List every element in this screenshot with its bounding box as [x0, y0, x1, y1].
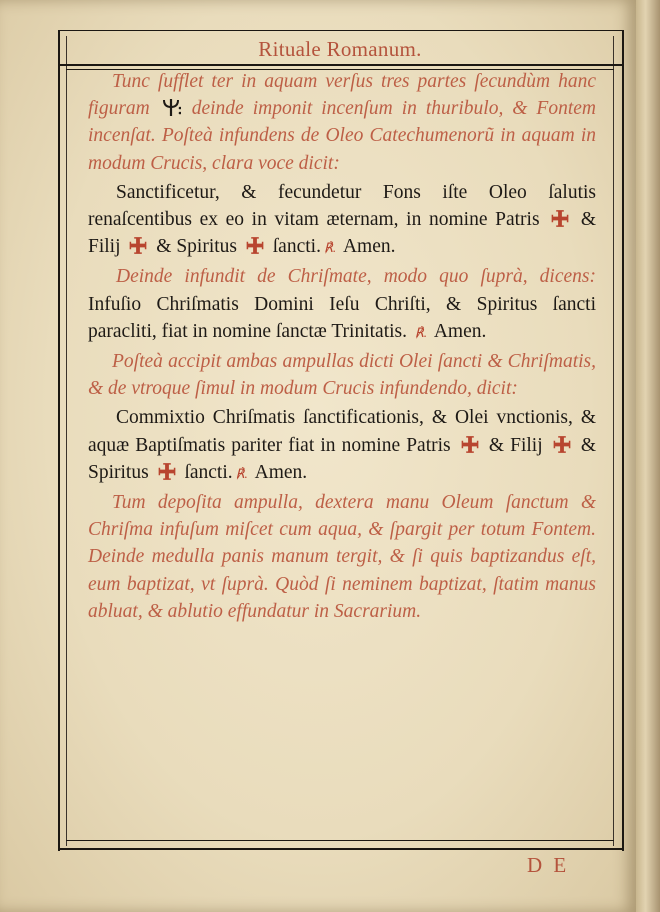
blessing-3-filij: & Filij	[488, 434, 543, 456]
blessing-3-spiritus: & Spiritus	[88, 434, 597, 483]
blessing-paragraph-2	[88, 263, 596, 346]
blessing-2-text: Infuſio Chriſmatis Domini Ieſu Chriſti, & Spiritus ſancti paracliti, fiat in nomine ſanctæ Trinitatis.	[88, 293, 596, 342]
rubric-paragraph-1	[88, 68, 596, 177]
blessing-1-text: Sanctificetur, & fecundetur Fons iſte Oleo ſalutis renaſcentibus ex eo in vitam æternam, in nomine Patris	[88, 181, 596, 231]
blessing-1-spiritus: & Spiritus	[156, 236, 238, 258]
footer-rule	[58, 848, 624, 850]
blessing-1-sancti: ſancti.	[272, 236, 321, 258]
response-mark: ℟.	[235, 465, 248, 481]
cross-potent-icon	[460, 435, 480, 454]
cross-potent-icon	[550, 209, 570, 228]
blessing-1-amen: Amen.	[342, 236, 396, 258]
response-mark: ℟.	[414, 324, 428, 340]
running-head: Rituale Romanum.	[258, 37, 422, 61]
cross-potent-icon	[245, 236, 265, 255]
blessing-3-text: Commixtio Chriſmatis ſanctificationis, & Olei vnctionis, & aquæ Baptiſmatis pariter fiat in nomine Patris	[88, 407, 596, 456]
blessing-paragraph-1	[88, 179, 596, 262]
header-rule	[58, 64, 624, 66]
blessing-paragraph-3	[88, 404, 596, 487]
trident-figure-icon	[161, 97, 181, 117]
cross-potent-icon	[128, 236, 148, 255]
rubric-2-text: Deinde infundit de Chriſmate, modo quo ſuprà, dicens:	[116, 266, 596, 288]
page-text	[88, 68, 596, 625]
blessing-1-filij: & Filij	[88, 209, 596, 258]
page-edge-gutter	[636, 0, 660, 912]
blessing-3-amen: Amen.	[254, 461, 308, 483]
rubric-paragraph-4: Tum depoſita ampulla, dextera manu Oleum ſanctum & Chriſma infuſum miſcet cum aqua, & ſpargit per totum Fontem. Deinde medulla panis manum tergit, & ſi quis baptizandus eſt, eum baptizat, vt ſuprà. Quòd ſi neminem baptizat, ſtatim manus abluat, & ablutio effundatur in Sacrarium.	[88, 492, 596, 622]
blessing-2-amen: Amen.	[433, 320, 487, 342]
blessing-3-sancti: ſancti.	[184, 461, 233, 483]
cross-potent-icon	[552, 435, 572, 454]
cross-potent-icon	[157, 462, 177, 481]
catchword: D E	[527, 853, 570, 877]
footer-rule-inner	[66, 840, 614, 841]
response-mark: ℟.	[323, 240, 337, 256]
rubric-paragraph-3: Poſteà accipit ambas ampullas dicti Olei ſancti & Chriſmatis, & de vtroque ſimul in modum Crucis infundendo, dicit:	[88, 351, 596, 400]
rubric-1-text-b: deinde imponit incenſum in thuribulo, & Fontem incenſat. Poſteà infundens de Oleo Catechumenorũ in aquam in modum Crucis, clara voce dicit:	[88, 98, 597, 174]
rubric-1-text: Tunc ſufflet ter in aquam verſus tres partes ſecundùm hanc figuram	[88, 71, 596, 120]
